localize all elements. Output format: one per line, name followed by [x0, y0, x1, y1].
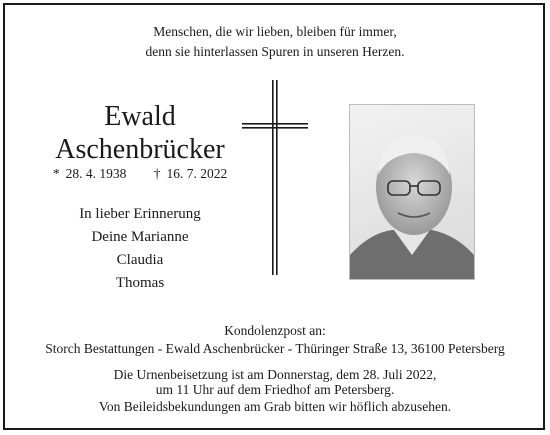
funeral-line-1: Die Urnenbeisetzung ist am Donnerstag, dem 28. Juli 2022,	[113, 367, 437, 382]
deceased-first-name: Ewald	[104, 101, 176, 132]
birth-date: 28. 4. 1938	[65, 166, 127, 181]
mourner-name: Claudia	[116, 252, 164, 268]
death-symbol: †	[153, 166, 161, 181]
funeral-line-3: Von Beileidsbekundungen am Grab bitten wir höflich abzusehen.	[98, 399, 452, 414]
mourners-block	[0, 203, 280, 295]
mourner-name: Deine Marianne	[91, 229, 189, 245]
condolence-address: Storch Bestattungen - Ewald Aschenbrücker - Thüringer Straße 13, 36100 Petersberg	[45, 341, 505, 356]
quote-line-2: denn sie hinterlassen Spuren in unseren Herzen.	[145, 44, 405, 59]
death-date: 16. 7. 2022	[166, 166, 228, 181]
mourners-intro: In lieber Erinnerung	[79, 206, 201, 222]
condolence-label: Kondolenzpost an:	[224, 323, 326, 338]
portrait-photo	[349, 104, 475, 280]
portrait-figure	[350, 105, 474, 279]
quote-line-1: Menschen, die wir lieben, bleiben für immer,	[153, 24, 397, 39]
life-dates	[0, 166, 280, 182]
cross-icon	[240, 80, 310, 280]
funeral-line-2: um 11 Uhr auf dem Friedhof am Petersberg.	[155, 382, 395, 397]
deceased-last-name: Aschenbrücker	[55, 134, 225, 165]
mourner-name: Thomas	[115, 275, 165, 291]
birth-symbol: *	[52, 166, 60, 181]
